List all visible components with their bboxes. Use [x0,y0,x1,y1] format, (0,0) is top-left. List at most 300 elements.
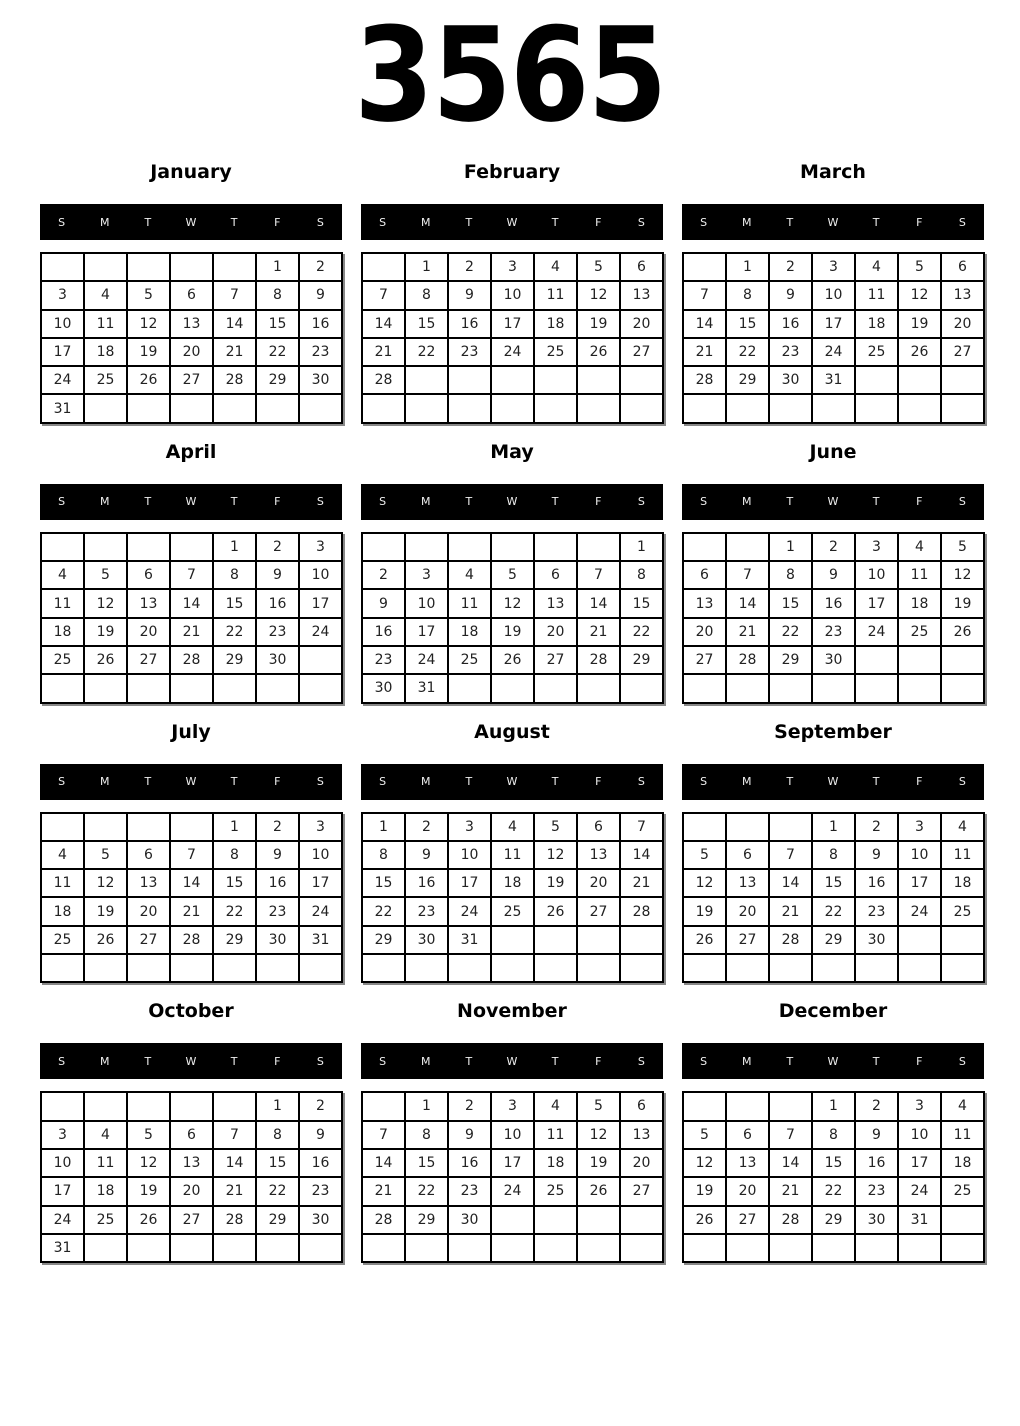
day-cell: 1 [405,1092,448,1120]
day-cell: 25 [41,646,84,674]
day-cell: 26 [577,1177,620,1205]
day-cell: 20 [683,618,726,646]
weekday-label: M [99,215,110,229]
weekday-label: W [827,1054,839,1068]
day-cell: 17 [898,1149,941,1177]
day-cell: 22 [362,897,405,925]
day-cell: 31 [812,366,855,394]
month-title: April [165,440,217,463]
week-row [683,253,984,281]
empty-day-cell [213,674,256,702]
day-cell: 17 [448,869,491,897]
weekday-label: M [741,215,752,229]
empty-day-cell [534,533,577,561]
empty-day-cell [941,646,984,674]
weekday-header-bar [40,1043,342,1079]
day-cell: 8 [812,1121,855,1149]
day-cell: 3 [41,1121,84,1149]
week-row [41,1177,342,1205]
week-row [41,1206,342,1234]
day-cell: 1 [362,813,405,841]
week-row [41,618,342,646]
day-cell: 1 [620,533,663,561]
day-cell: 8 [405,1121,448,1149]
day-cell: 12 [898,281,941,309]
day-cell: 21 [726,618,769,646]
day-cell: 22 [256,338,299,366]
week-row [683,618,984,646]
weekday-label: M [99,775,110,789]
weekday-header-bar [682,764,984,800]
day-cell: 17 [405,618,448,646]
day-cell: 26 [577,338,620,366]
year-title-text: 3565 [354,0,666,151]
day-cell: 22 [812,1177,855,1205]
day-cell: 28 [213,1206,256,1234]
month-days-table [361,812,664,984]
day-cell: 3 [448,813,491,841]
day-cell: 28 [170,926,213,954]
week-row [683,589,984,617]
day-cell: 2 [855,813,898,841]
weekday-label: T [465,775,473,789]
day-cell: 12 [491,589,534,617]
day-cell: 19 [577,310,620,338]
day-cell: 10 [299,841,342,869]
day-cell: 14 [769,869,812,897]
empty-day-cell [491,394,534,422]
day-cell: 13 [127,589,170,617]
weekday-label: W [506,215,518,229]
empty-day-cell [256,1234,299,1262]
day-cell: 6 [726,1121,769,1149]
weekday-label: T [465,215,473,229]
day-cell: 4 [491,813,534,841]
day-cell: 24 [448,897,491,925]
day-cell: 21 [683,338,726,366]
month-october [40,1001,342,1263]
empty-day-cell [170,1092,213,1120]
day-cell: 19 [683,1177,726,1205]
day-cell: 23 [256,897,299,925]
empty-day-cell [855,366,898,394]
day-cell: 3 [299,813,342,841]
empty-day-cell [855,674,898,702]
day-cell: 13 [534,589,577,617]
day-cell: 13 [941,281,984,309]
weekday-label: M [741,1054,752,1068]
empty-day-cell [534,394,577,422]
empty-day-cell [256,954,299,982]
weekday-label: S [637,775,645,789]
day-cell: 30 [299,1206,342,1234]
day-cell: 14 [213,310,256,338]
empty-day-cell [170,533,213,561]
empty-day-cell [941,394,984,422]
weekday-label: T [144,215,152,229]
week-row [41,589,342,617]
month-title: January [150,161,232,183]
day-cell: 8 [213,561,256,589]
day-cell: 11 [941,841,984,869]
day-cell: 11 [84,1149,127,1177]
day-cell: 10 [405,589,448,617]
day-cell: 14 [726,589,769,617]
empty-day-cell [491,1206,534,1234]
week-row [41,1149,342,1177]
day-cell: 12 [941,561,984,589]
day-cell: 25 [84,1206,127,1234]
empty-day-cell [898,366,941,394]
day-cell: 21 [170,897,213,925]
day-cell: 7 [769,841,812,869]
day-cell: 30 [448,1206,491,1234]
weekday-label: S [58,215,66,229]
day-cell: 3 [491,253,534,281]
day-cell: 30 [405,926,448,954]
day-cell: 11 [41,869,84,897]
day-cell: 5 [577,253,620,281]
day-cell: 5 [683,841,726,869]
day-cell: 18 [534,310,577,338]
day-cell: 11 [491,841,534,869]
weekday-label: M [99,1054,110,1068]
week-row [683,1177,984,1205]
day-cell: 9 [448,1121,491,1149]
day-cell: 13 [620,1121,663,1149]
week-row [362,813,663,841]
week-row [41,926,342,954]
day-cell: 26 [898,338,941,366]
empty-day-cell [726,674,769,702]
month-may [361,442,663,704]
day-cell: 24 [855,618,898,646]
day-cell: 17 [898,869,941,897]
day-cell: 8 [726,281,769,309]
day-cell: 2 [448,1092,491,1120]
empty-day-cell [941,926,984,954]
day-cell: 4 [941,1092,984,1120]
empty-day-cell [448,674,491,702]
empty-day-cell [769,954,812,982]
empty-day-cell [898,954,941,982]
day-cell: 29 [769,646,812,674]
week-row [683,926,984,954]
day-cell: 11 [41,589,84,617]
weekday-header-bar [361,484,663,520]
day-cell: 19 [898,310,941,338]
day-cell: 31 [41,394,84,422]
weekday-label: M [99,495,110,509]
day-cell: 26 [683,1206,726,1234]
week-row [362,338,663,366]
week-row [683,1206,984,1234]
empty-day-cell [362,954,405,982]
weekday-label: F [916,1054,923,1068]
day-cell: 6 [534,561,577,589]
day-cell: 31 [405,674,448,702]
week-row [683,1234,984,1262]
empty-day-cell [534,1206,577,1234]
day-cell: 6 [170,281,213,309]
weekday-label: S [958,775,966,789]
week-row [41,1234,342,1262]
empty-day-cell [683,1234,726,1262]
empty-day-cell [683,533,726,561]
empty-day-cell [170,813,213,841]
day-cell: 29 [812,1206,855,1234]
empty-day-cell [683,1092,726,1120]
day-cell: 6 [127,561,170,589]
day-cell: 27 [127,926,170,954]
week-row [683,394,984,422]
week-row [41,869,342,897]
day-cell: 30 [855,1206,898,1234]
week-row [362,1149,663,1177]
day-cell: 19 [534,869,577,897]
empty-day-cell [855,646,898,674]
weekday-label: T [786,775,794,789]
day-cell: 6 [941,253,984,281]
day-cell: 2 [299,1092,342,1120]
weekday-label: M [420,775,431,789]
day-cell: 17 [299,869,342,897]
weekday-label: M [741,775,752,789]
day-cell: 12 [127,310,170,338]
day-cell: 2 [362,561,405,589]
empty-day-cell [941,1234,984,1262]
empty-day-cell [812,394,855,422]
day-cell: 29 [362,926,405,954]
empty-day-cell [405,954,448,982]
day-cell: 5 [898,253,941,281]
day-cell: 19 [941,589,984,617]
day-cell: 30 [256,926,299,954]
day-cell: 3 [491,1092,534,1120]
day-cell: 1 [812,1092,855,1120]
week-row [41,561,342,589]
day-cell: 16 [256,589,299,617]
day-cell: 29 [726,366,769,394]
empty-day-cell [127,533,170,561]
day-cell: 1 [726,253,769,281]
day-cell: 7 [683,281,726,309]
day-cell: 11 [448,589,491,617]
week-row [41,394,342,422]
week-row [683,869,984,897]
day-cell: 18 [941,869,984,897]
day-cell: 14 [577,589,620,617]
day-cell: 27 [170,1206,213,1234]
day-cell: 4 [84,281,127,309]
month-title: November [457,1000,567,1023]
day-cell: 13 [170,1149,213,1177]
empty-day-cell [127,394,170,422]
weekday-label: F [274,1054,281,1068]
empty-day-cell [898,926,941,954]
day-cell: 1 [769,533,812,561]
day-cell: 27 [683,646,726,674]
day-cell: 17 [812,310,855,338]
day-cell: 18 [855,310,898,338]
empty-day-cell [213,1234,256,1262]
month-days-table [361,532,664,704]
day-cell: 17 [491,310,534,338]
day-cell: 24 [41,1206,84,1234]
day-cell: 14 [769,1149,812,1177]
day-cell: 18 [84,338,127,366]
day-cell: 23 [769,338,812,366]
empty-day-cell [683,253,726,281]
day-cell: 4 [84,1121,127,1149]
weekday-label: S [316,1054,324,1068]
empty-day-cell [620,366,663,394]
week-row [41,954,342,982]
empty-day-cell [726,813,769,841]
week-row [362,926,663,954]
day-cell: 29 [256,366,299,394]
day-cell: 13 [127,869,170,897]
day-cell: 5 [683,1121,726,1149]
day-cell: 25 [855,338,898,366]
day-cell: 28 [620,897,663,925]
day-cell: 23 [812,618,855,646]
day-cell: 9 [855,841,898,869]
empty-day-cell [769,674,812,702]
week-row [41,533,342,561]
weekday-label: W [506,495,518,509]
empty-day-cell [898,394,941,422]
day-cell: 6 [683,561,726,589]
empty-day-cell [405,394,448,422]
empty-day-cell [84,533,127,561]
empty-day-cell [812,674,855,702]
day-cell: 10 [491,1121,534,1149]
day-cell: 8 [769,561,812,589]
day-cell: 9 [855,1121,898,1149]
weekday-label: W [827,215,839,229]
week-row [362,310,663,338]
empty-day-cell [84,394,127,422]
weekday-label: T [872,775,880,789]
day-cell: 16 [256,869,299,897]
weekday-header-bar [40,204,342,240]
empty-day-cell [256,674,299,702]
day-cell: 27 [726,926,769,954]
week-row [41,338,342,366]
day-cell: 29 [256,1206,299,1234]
month-september [682,722,984,984]
day-cell: 22 [812,897,855,925]
week-row [362,1121,663,1149]
empty-day-cell [170,674,213,702]
weekday-label: W [185,495,197,509]
empty-day-cell [726,1092,769,1120]
weekday-label: T [786,215,794,229]
weekday-label: F [595,775,602,789]
empty-day-cell [362,253,405,281]
day-cell: 7 [170,841,213,869]
day-cell: 19 [577,1149,620,1177]
empty-day-cell [855,1234,898,1262]
day-cell: 18 [941,1149,984,1177]
day-cell: 29 [812,926,855,954]
weekday-label: S [958,495,966,509]
week-row [683,813,984,841]
day-cell: 16 [855,869,898,897]
day-cell: 5 [534,813,577,841]
day-cell: 27 [620,1177,663,1205]
week-row [362,366,663,394]
weekday-label: S [379,495,387,509]
day-cell: 1 [256,1092,299,1120]
weekday-label: M [420,495,431,509]
day-cell: 10 [898,1121,941,1149]
weekday-header-bar [682,1043,984,1079]
weekday-label: S [58,775,66,789]
empty-day-cell [41,954,84,982]
empty-day-cell [812,954,855,982]
day-cell: 7 [726,561,769,589]
day-cell: 15 [362,869,405,897]
day-cell: 16 [405,869,448,897]
day-cell: 15 [256,310,299,338]
day-cell: 28 [683,366,726,394]
day-cell: 4 [898,533,941,561]
day-cell: 18 [898,589,941,617]
day-cell: 18 [448,618,491,646]
weekday-label: S [637,215,645,229]
day-cell: 27 [726,1206,769,1234]
month-november [361,1001,663,1263]
day-cell: 10 [898,841,941,869]
day-cell: 21 [362,338,405,366]
day-cell: 12 [127,1149,170,1177]
weekday-label: T [872,215,880,229]
weekday-label: S [958,215,966,229]
weekday-label: S [379,215,387,229]
empty-day-cell [491,1234,534,1262]
day-cell: 25 [898,618,941,646]
day-cell: 15 [405,310,448,338]
day-cell: 16 [448,1149,491,1177]
week-row [683,366,984,394]
day-cell: 20 [170,338,213,366]
day-cell: 13 [726,869,769,897]
week-row [683,310,984,338]
day-cell: 15 [256,1149,299,1177]
empty-day-cell [577,1234,620,1262]
day-cell: 19 [683,897,726,925]
day-cell: 26 [491,646,534,674]
day-cell: 14 [213,1149,256,1177]
day-cell: 15 [620,589,663,617]
empty-day-cell [41,813,84,841]
day-cell: 11 [534,1121,577,1149]
month-july [40,722,342,984]
weekday-label: S [958,1054,966,1068]
month-days-table [40,252,343,424]
week-row [683,1092,984,1120]
empty-day-cell [577,954,620,982]
day-cell: 24 [491,338,534,366]
day-cell: 18 [41,618,84,646]
day-cell: 1 [213,813,256,841]
day-cell: 14 [620,841,663,869]
weekday-label: S [58,495,66,509]
empty-day-cell [620,954,663,982]
weekday-label: T [872,1054,880,1068]
